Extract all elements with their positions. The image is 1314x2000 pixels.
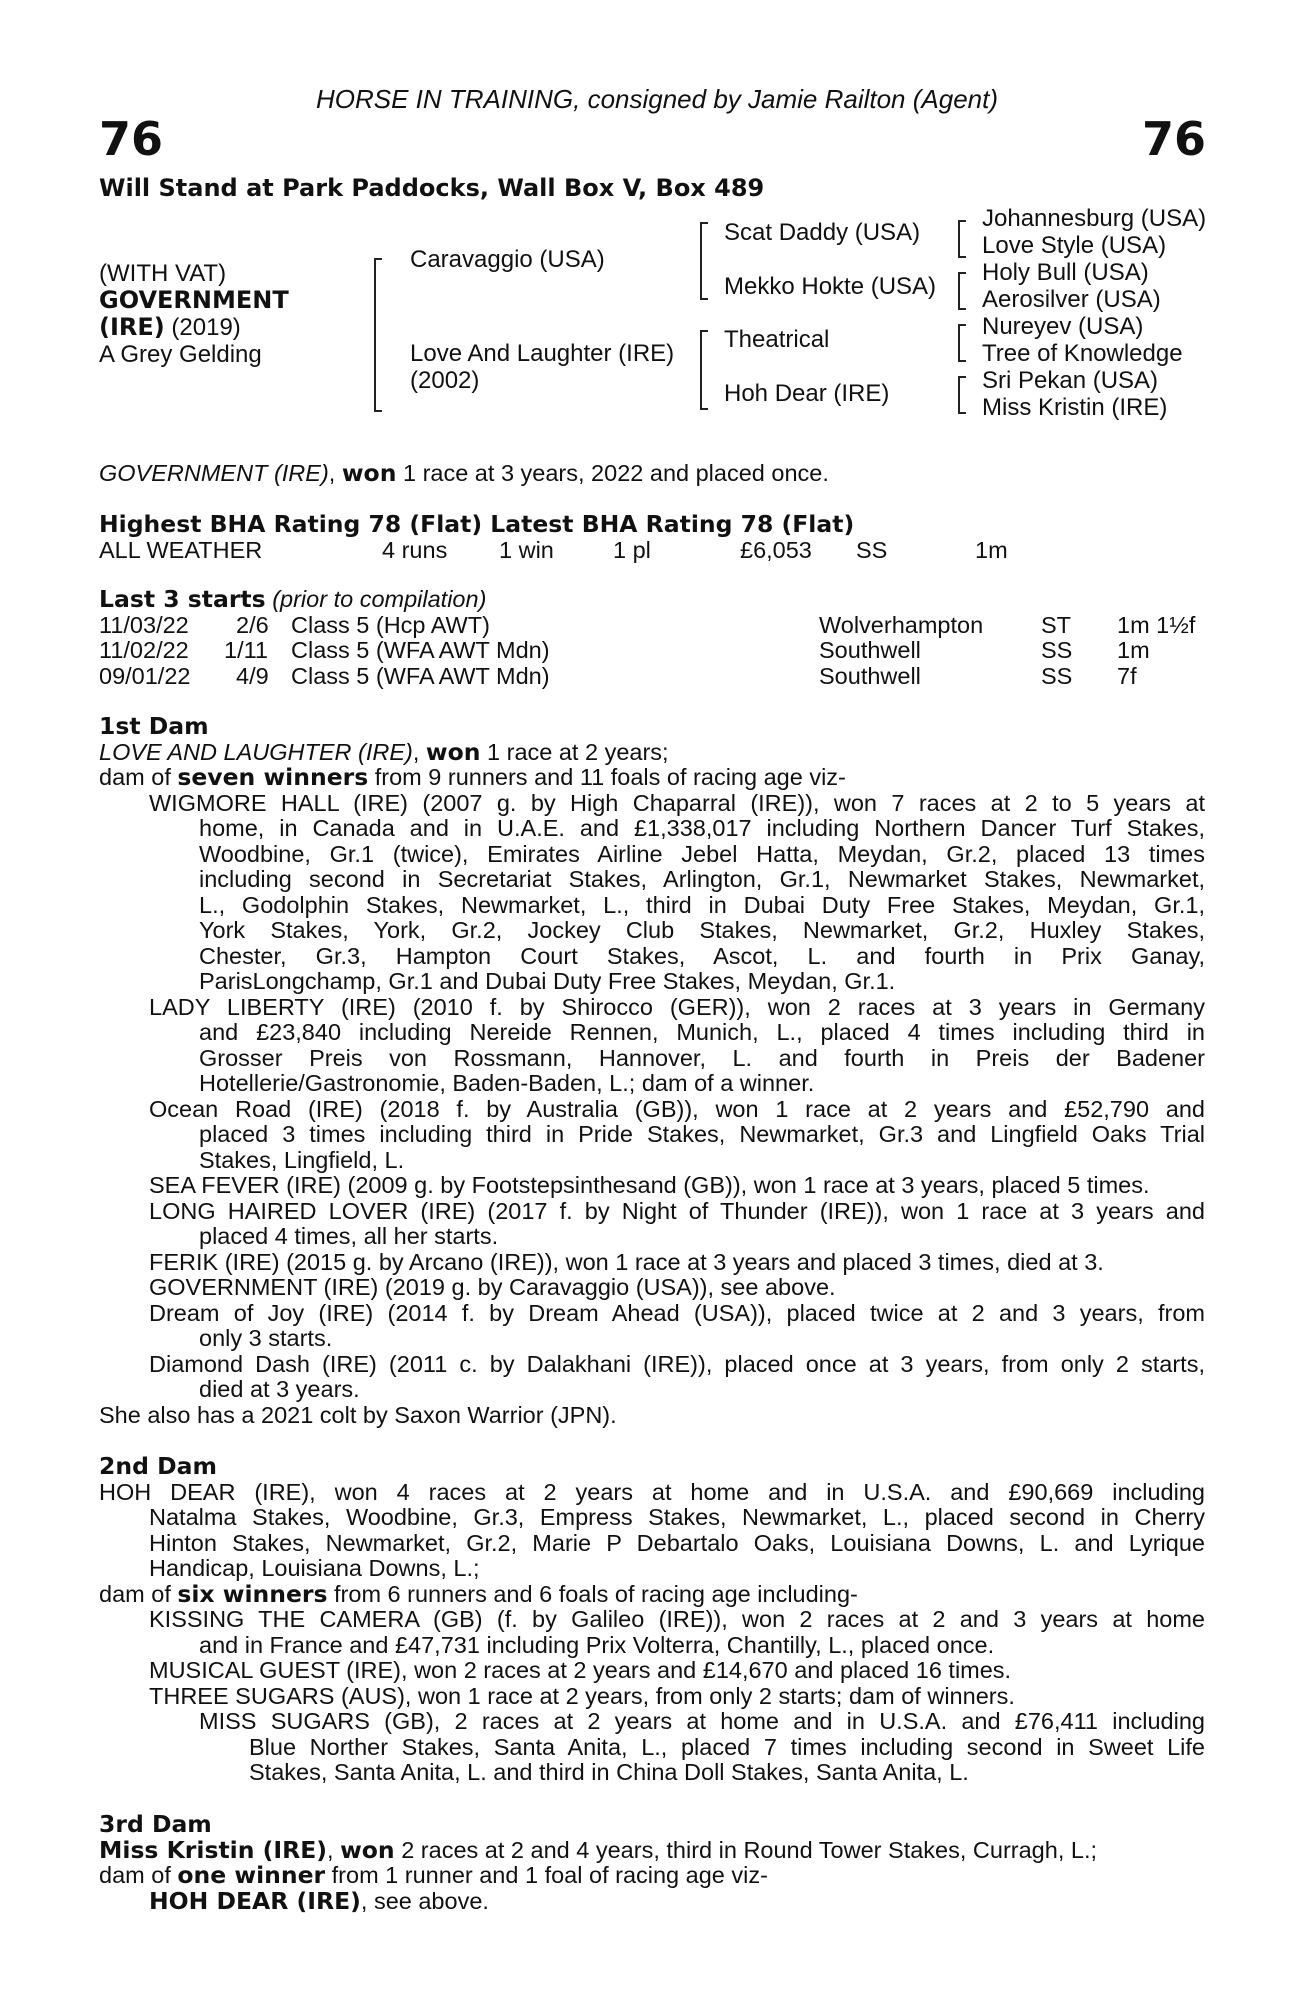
horse-name: GOVERNMENT	[99, 286, 289, 314]
start-course: Wolverhampton	[819, 611, 984, 638]
pedigree-sire-sire: Scat Daddy (USA)	[724, 219, 921, 246]
kissing-camera-line: KISSING THE CAMERA (GB) (f. by Galileo (IRE)), won 2 races at 2 and 3 years at home	[149, 1606, 1205, 1632]
second-dam-runners: from 6 runners and 6 foals of racing age including-	[334, 1580, 858, 1607]
start-distance: 7f	[1117, 662, 1137, 689]
rating-places: 1 pl	[613, 536, 651, 563]
pedigree-sire: Caravaggio (USA)	[410, 246, 605, 273]
second-dam-heading: 2nd Dam	[99, 1452, 217, 1480]
rating-earnings: £6,053	[740, 536, 812, 563]
race-summary: GOVERNMENT (IRE), won 1 race at 3 years, 2022 and placed once.	[99, 459, 829, 487]
dream-of-joy-line: Dream of Joy (IRE) (2014 f. by Dream Ahead (USA)), placed twice at 2 and 3 years, from	[149, 1299, 1205, 1326]
miss-sugars-line: Blue Norther Stakes, Santa Anita, L., placed 7 times including second in Sweet Life	[249, 1733, 1205, 1760]
pedigree-dss: Nureyev (USA)	[982, 313, 1144, 340]
lady-liberty-line: and £23,840 including Nereide Rennen, Munich, L., placed 4 times including third in	[199, 1019, 1205, 1045]
start-course: Southwell	[819, 662, 921, 689]
diamond-dash-line: died at 3 years.	[199, 1376, 360, 1402]
horse-country-year	[99, 314, 241, 341]
pedigree-dsd: Tree of Knowledge	[982, 340, 1183, 367]
start-position: 2/6	[236, 611, 269, 638]
hoh-dear-line: Natalma Stakes, Woodbine, Gr.3, Empress Stakes, Newmarket, L., placed second in Cherry	[149, 1504, 1205, 1530]
start-row	[99, 638, 1205, 664]
stand-location: Will Stand at Park Paddocks, Wall Box V, Box 489	[99, 174, 765, 202]
rating-surface: ALL WEATHER	[99, 536, 263, 563]
rating-heading: Highest BHA Rating 78 (Flat) Latest BHA Rating 78 (Flat)	[99, 510, 855, 538]
second-dam-winners: six winners	[177, 1579, 328, 1608]
musical-guest-line: MUSICAL GUEST (IRE), won 2 races at 2 years and £14,670 and placed 16 times.	[149, 1657, 1012, 1683]
pedigree-dam-sire: Theatrical	[724, 326, 830, 353]
wigmore-hall-line: ParisLongchamp, Gr.1 and Dubai Duty Free Stakes, Meydan, Gr.1.	[199, 968, 896, 994]
last-starts-heading: Last 3 starts	[99, 585, 266, 613]
start-race: Class 5 (WFA AWT Mdn)	[291, 662, 550, 689]
also-has-line: She also has a 2021 colt by Saxon Warrior (JPN).	[99, 1401, 617, 1428]
kissing-camera-line: and in France and £47,731 including Prix Volterra, Chantilly, L., placed once.	[199, 1631, 995, 1658]
start-surface: SS	[1041, 662, 1073, 689]
long-haired-lover-line: placed 4 times, all her starts.	[199, 1223, 499, 1249]
rating-row	[99, 538, 1205, 564]
rating-distance: 1m	[975, 536, 1008, 563]
wigmore-hall-line: home, in Canada and in U.A.E. and £1,338,017 including Northern Dancer Turf Stakes,	[199, 815, 1205, 841]
hoh-dear-line: Handicap, Louisiana Downs, L.;	[149, 1555, 480, 1581]
pedigree-brace-main	[374, 258, 382, 412]
first-dam-of: dam of	[99, 764, 171, 790]
rating-wins: 1 win	[499, 536, 554, 563]
rating-track: SS	[856, 536, 888, 563]
hoh-dear-line: Hinton Stakes, Newmarket, Gr.2, Marie P Debartalo Oaks, Louisiana Downs, L. and Lyrique	[149, 1529, 1205, 1556]
ocean-road-line: Ocean Road (IRE) (2018 f. by Australia (GB)), won 1 race at 2 years and £52,790 and	[149, 1095, 1205, 1122]
start-date: 09/01/22	[99, 662, 191, 689]
horse-year: (2019)	[171, 314, 241, 341]
third-dam-runners: from 1 runner and 1 foal of racing age viz-	[331, 1862, 768, 1888]
third-dam-of: dam of	[99, 1862, 171, 1888]
pedigree-dam-dam: Hoh Dear (IRE)	[724, 380, 890, 407]
pedigree-brace-sd	[958, 272, 966, 310]
start-distance: 1m 1½f	[1117, 611, 1196, 638]
three-sugars-line: THREE SUGARS (AUS), won 1 race at 2 years, from only 2 starts; dam of winners.	[149, 1682, 1015, 1709]
sea-fever-line: SEA FEVER (IRE) (2009 g. by Footstepsinthesand (GB)), won 1 race at 3 years, placed 5 times.	[149, 1172, 1150, 1198]
first-dam-won: won	[425, 737, 481, 766]
government-line: GOVERNMENT (IRE) (2019 g. by Caravaggio (USA)), see above.	[149, 1274, 836, 1300]
wigmore-hall-line: L., Godolphin Stakes, Newmarket, L., third in Dubai Duty Free Stakes, Meydan, Gr.1,	[199, 891, 1205, 918]
lot-number-right: 76	[1141, 112, 1206, 166]
miss-sugars-line: Stakes, Santa Anita, L. and third in China Doll Stakes, Santa Anita, L.	[249, 1759, 969, 1785]
hoh-dear-line: HOH DEAR (IRE), won 4 races at 2 years at home and in U.S.A. and £90,669 including	[99, 1478, 1205, 1505]
last-starts-section	[99, 587, 1205, 689]
horse-country: (IRE)	[99, 313, 165, 341]
pedigree-sire-dam: Mekko Hokte (USA)	[724, 273, 937, 300]
long-haired-lover-line: LONG HAIRED LOVER (IRE) (2017 f. by Night of Thunder (IRE)), won 1 race at 3 years and	[149, 1197, 1205, 1224]
second-dam-of: dam of	[99, 1580, 171, 1607]
start-surface: SS	[1041, 637, 1073, 663]
dream-of-joy-line: only 3 starts.	[199, 1325, 333, 1351]
horse-description: A Grey Gelding	[99, 341, 262, 368]
page-header-title: HORSE IN TRAINING, consigned by Jamie Railton (Agent)	[315, 84, 999, 114]
third-dam-progeny-rest: , see above.	[360, 1887, 489, 1914]
first-dam-runners: from 9 runners and 11 foals of racing age viz-	[374, 764, 846, 790]
lady-liberty-line: Grosser Preis von Rossmann, Hannover, L. and fourth in Preis der Badener	[199, 1044, 1205, 1071]
horse-vat: (WITH VAT)	[99, 260, 227, 287]
lady-liberty-line: LADY LIBERTY (IRE) (2010 f. by Shirocco (GER)), won 2 races at 3 years in Germany	[149, 993, 1205, 1020]
third-dam-heading: 3rd Dam	[99, 1810, 212, 1838]
wigmore-hall-line: Woodbine, Gr.1 (twice), Emirates Airline Jebel Hatta, Meydan, Gr.2, placed 13 times	[199, 840, 1205, 867]
lot-number-left: 76	[99, 112, 164, 166]
pedigree-brace-dam	[700, 330, 708, 410]
pedigree-brace-sire	[700, 222, 708, 300]
last-starts-note: (prior to compilation)	[272, 586, 487, 612]
third-dam-name: Miss Kristin (IRE)	[99, 1835, 328, 1864]
start-surface: ST	[1041, 611, 1072, 638]
start-position: 1/11	[224, 637, 268, 663]
ferik-line: FERIK (IRE) (2015 g. by Arcano (IRE)), won 1 race at 3 years and placed 3 times, died at 3.	[149, 1248, 1104, 1275]
pedigree-sss: Johannesburg (USA)	[982, 205, 1207, 232]
third-dam-won: won	[340, 1835, 395, 1864]
pedigree-dam: Love And Laughter (IRE)	[410, 340, 675, 367]
third-dam-record: 2 races at 2 and 4 years, third in Round Tower Stakes, Curragh, L.;	[401, 1836, 1098, 1863]
pedigree-sds: Holy Bull (USA)	[982, 259, 1149, 286]
third-dam-winners: one winner	[177, 1861, 326, 1889]
ocean-road-line: Stakes, Lingfield, L.	[199, 1146, 405, 1173]
start-race: Class 5 (Hcp AWT)	[291, 611, 490, 638]
miss-sugars-line: MISS SUGARS (GB), 2 races at 2 years at home and in U.S.A. and £76,411 including	[199, 1708, 1205, 1734]
start-position: 4/9	[236, 662, 269, 689]
pedigree-ddd: Miss Kristin (IRE)	[982, 394, 1168, 421]
summary-won: won	[341, 459, 397, 487]
wigmore-hall-line: including second in Secretariat Stakes, Arlington, Gr.1, Newmarket Stakes, Newmarket,	[199, 866, 1205, 892]
start-row	[99, 613, 1205, 639]
pedigree-dam-year: (2002)	[410, 367, 480, 394]
pedigree-ssd: Love Style (USA)	[982, 232, 1167, 259]
summary-horse-name: GOVERNMENT (IRE)	[99, 460, 329, 486]
pedigree-dds: Sri Pekan (USA)	[982, 367, 1159, 394]
diamond-dash-line: Diamond Dash (IRE) (2011 c. by Dalakhani (IRE)), placed once at 3 years, from only 2 starts,	[149, 1350, 1205, 1377]
first-dam-heading: 1st Dam	[99, 712, 209, 740]
start-row	[99, 664, 1205, 690]
first-dam-winners: seven winners	[177, 763, 369, 791]
start-date: 11/03/22	[99, 611, 189, 638]
lady-liberty-line: Hotellerie/Gastronomie, Baden-Baden, L.; dam of a winner.	[199, 1070, 815, 1096]
first-dam-section: 1st Dam LOVE AND LAUGHTER (IRE), won 1 race at 2 years; dam of seven winners from 9 runners and 11 foals of racing age viz- WIGMORE HALL (IRE) (2007 g. by High Chaparral (IRE)), won 7 races at 2 to 5 years at home, in Canada and in U.A.E. and £1,338,017 including Northern Dancer Turf Stakes, Woodbine, Gr.1 (twice), Emirates Airline Jebel Hatta, Meydan, Gr.2, placed 13 times including second in Secretariat Stakes, Arlington, Gr.1, Newmarket Stakes, Newmarket, L., Godolphin Stakes, Newmarket, L., third in Dubai Duty Free Stakes, Meydan, Gr.1, York Stakes, York, Gr.2, Jockey Club Stakes, Newmarket, Gr.2, Huxley Stakes, Chester, Gr.3, Hampton Court Stakes, Ascot, L. and fourth in Prix Ganay, ParisLongchamp, Gr.1 and Dubai Duty Free Stakes, Meydan, Gr.1. LADY LIBERTY (IRE) (2010 f. by Shirocco (GER)), won 2 races at 3 years in Germany and £23,840 including Nereide Rennen, Munich, L., placed 4 times including third in Grosser Preis von Rossmann, Hannover, L. and fourth in Preis der Badener Hotellerie/Gastronomie, Baden-Baden, L.; dam of a winner. Ocean Road (IRE) (2018 f. by Australia (GB)), won 1 race at 2 years and £52,790 and placed 3 times including third in Pride Stakes, Newmarket, Gr.3 and Lingfield Oaks Trial Stakes, Lingfield, L. SEA FEVER (IRE) (2009 g. by Footstepsinthesand (GB)), won 1 race at 3 years, placed 5 times. LONG HAIRED LOVER (IRE) (2017 f. by Night of Thunder (IRE)), won 1 race at 3 years and placed 4 times, all her starts. FERIK (IRE) (2015 g. by Arcano (IRE)), won 1 race at 3 years and placed 3 times, died at 3. GOVERNMENT (IRE) (2019 g. by Caravaggio (USA)), see above. Dream of Joy (IRE) (2014 f. by Dream Ahead (USA)), placed twice at 2 and 3 years, from only 3 starts. Diamond Dash (IRE) (2011 c. by Dalakhani (IRE)), placed once at 3 years, from only 2 starts, died at 3 years. She also has a 2021 colt by Saxon Warrior (JPN).	[99, 712, 1205, 1428]
rating-runs: 4 runs	[382, 536, 448, 563]
third-dam-section: 3rd Dam Miss Kristin (IRE), won 2 races at 2 and 4 years, third in Round Tower Stakes, Curragh, L.; dam of one winner from 1 runner and 1 foal of racing age viz- HOH DEAR (IRE), see above.	[99, 1812, 1205, 1914]
start-race: Class 5 (WFA AWT Mdn)	[291, 637, 550, 663]
first-dam-record: 1 race at 2 years;	[487, 738, 669, 765]
rating-section	[99, 512, 1205, 563]
start-course: Southwell	[819, 637, 921, 663]
start-distance: 1m	[1117, 637, 1150, 663]
wigmore-hall-line: York Stakes, York, Gr.2, Jockey Club Stakes, Newmarket, Gr.2, Huxley Stakes,	[199, 917, 1205, 943]
wigmore-hall-line: Chester, Gr.3, Hampton Court Stakes, Ascot, L. and fourth in Prix Ganay,	[199, 942, 1205, 969]
summary-rest: 1 race at 3 years, 2022 and placed once.	[402, 460, 829, 486]
pedigree-brace-ds	[958, 324, 966, 362]
pedigree-sdd: Aerosilver (USA)	[982, 286, 1161, 313]
first-dam-name: LOVE AND LAUGHTER (IRE)	[99, 738, 413, 765]
second-dam-section	[99, 1454, 1205, 1786]
third-dam-progeny-name: HOH DEAR (IRE)	[149, 1886, 361, 1915]
start-date: 11/02/22	[99, 637, 189, 663]
ocean-road-line: placed 3 times including third in Pride Stakes, Newmarket, Gr.3 and Lingfield Oaks Trial	[199, 1121, 1205, 1147]
wigmore-hall-line: WIGMORE HALL (IRE) (2007 g. by High Chaparral (IRE)), won 7 races at 2 to 5 years at	[149, 789, 1205, 816]
pedigree-brace-dd	[958, 376, 966, 414]
pedigree-brace-ss	[958, 220, 966, 258]
